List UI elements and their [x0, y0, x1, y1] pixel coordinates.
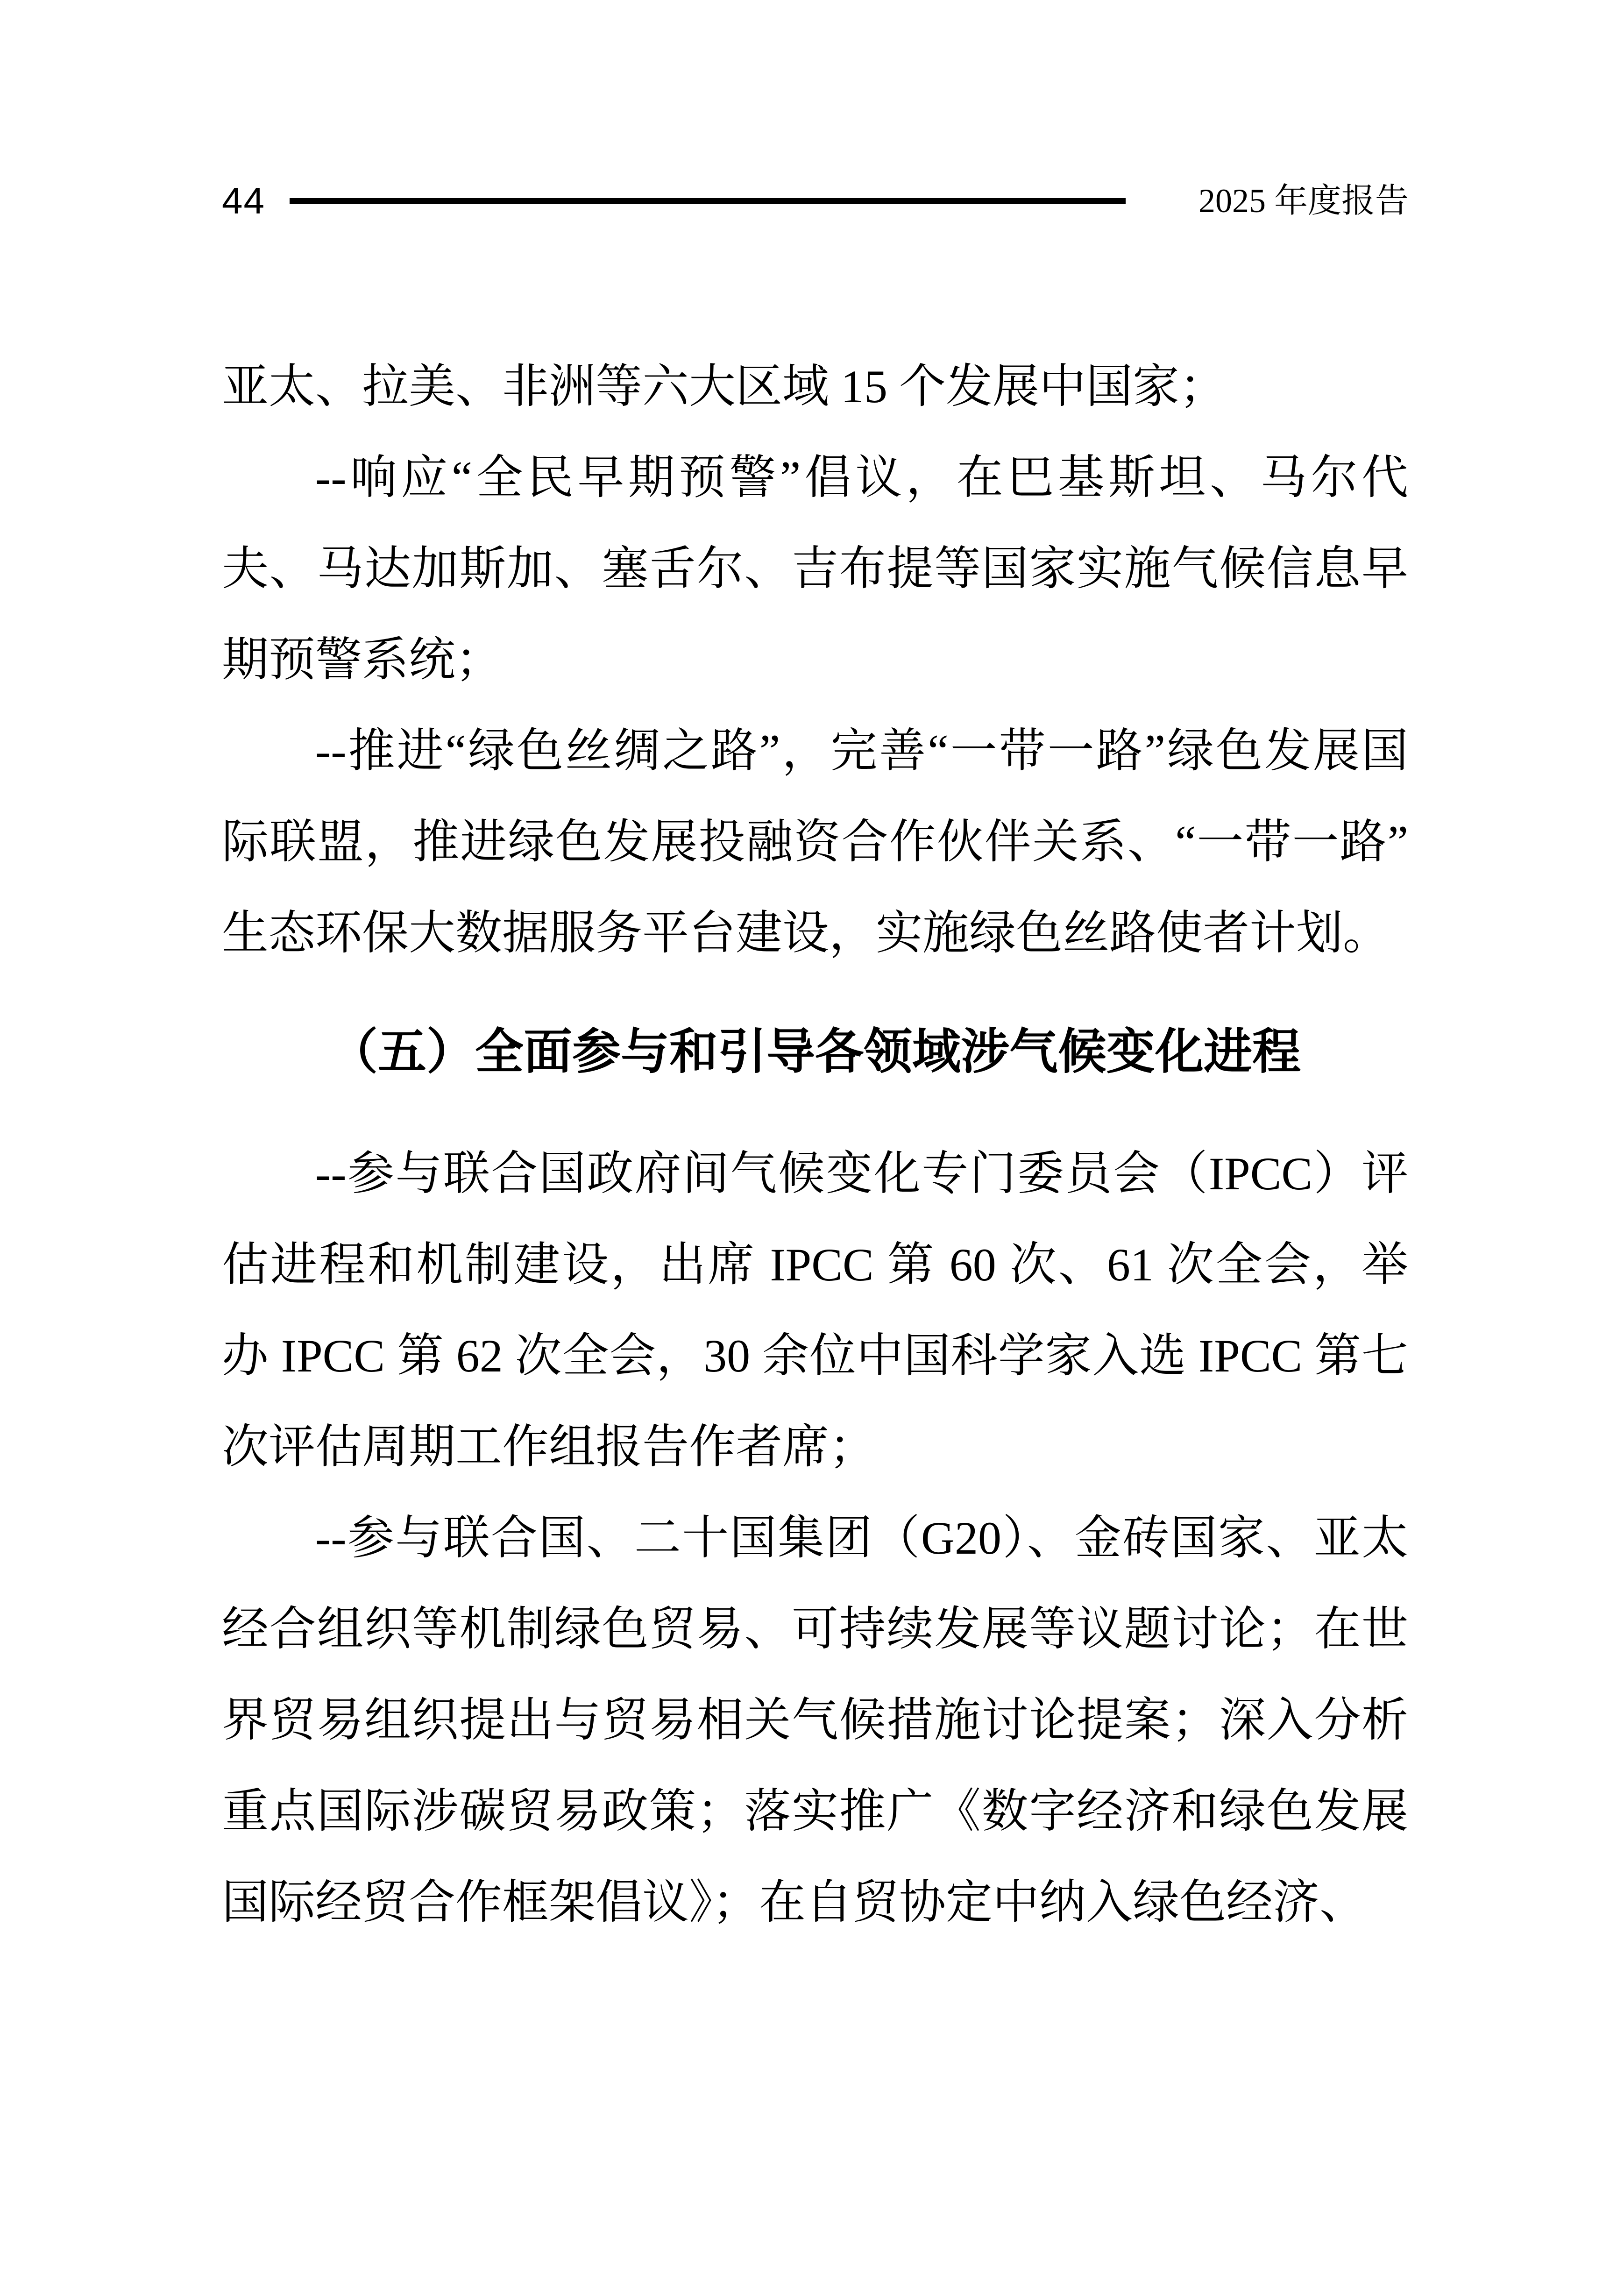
body-paragraph-continuation: 亚太、拉美、非洲等六大区域 15 个发展中国家；: [222, 361, 1226, 412]
body-paragraph: --参与联合国政府间气候变化专门委员会（IPCC）评估进程和机制建设，出席 IPCC 第 60 次、61 次全会，举办 IPCC 第 62 次全会，30 余位中国科学家入选 IPCC 第七次评估周期工作组报告作者席；: [222, 1148, 1408, 1473]
body-paragraph: --推进“绿色丝绸之路”，完善“一带一路”绿色发展国际联盟，推进绿色发展投融资合作伙伴关系、“一带一路”生态环保大数据服务平台建设，实施绿色丝路使者计划。: [222, 725, 1408, 959]
body-paragraph: --参与联合国、二十国集团（G20）、金砖国家、亚太经合组织等机制绿色贸易、可持续发展等议题讨论；在世界贸易组织提出与贸易相关气候措施讨论提案；深入分析重点国际涉碳贸易政策；落实推广《数字经济和绿色发展国际经贸合作框架倡议》；在自贸协定中纳入绿色经济、: [222, 1512, 1408, 1928]
body-text: [222, 341, 1408, 1948]
page-header: [222, 178, 1409, 224]
report-title: 2025 年度报告: [1198, 182, 1409, 220]
page-number: 44: [222, 180, 265, 221]
body-paragraph: --响应“全民早期预警”倡议，在巴基斯坦、马尔代夫、马达加斯加、塞舌尔、吉布提等国家实施气候信息早期预警系统；: [222, 452, 1408, 686]
section-heading: （五）全面参与和引导各领域涉气候变化进程: [329, 1025, 1301, 1079]
header-rule-line: [290, 198, 1126, 204]
